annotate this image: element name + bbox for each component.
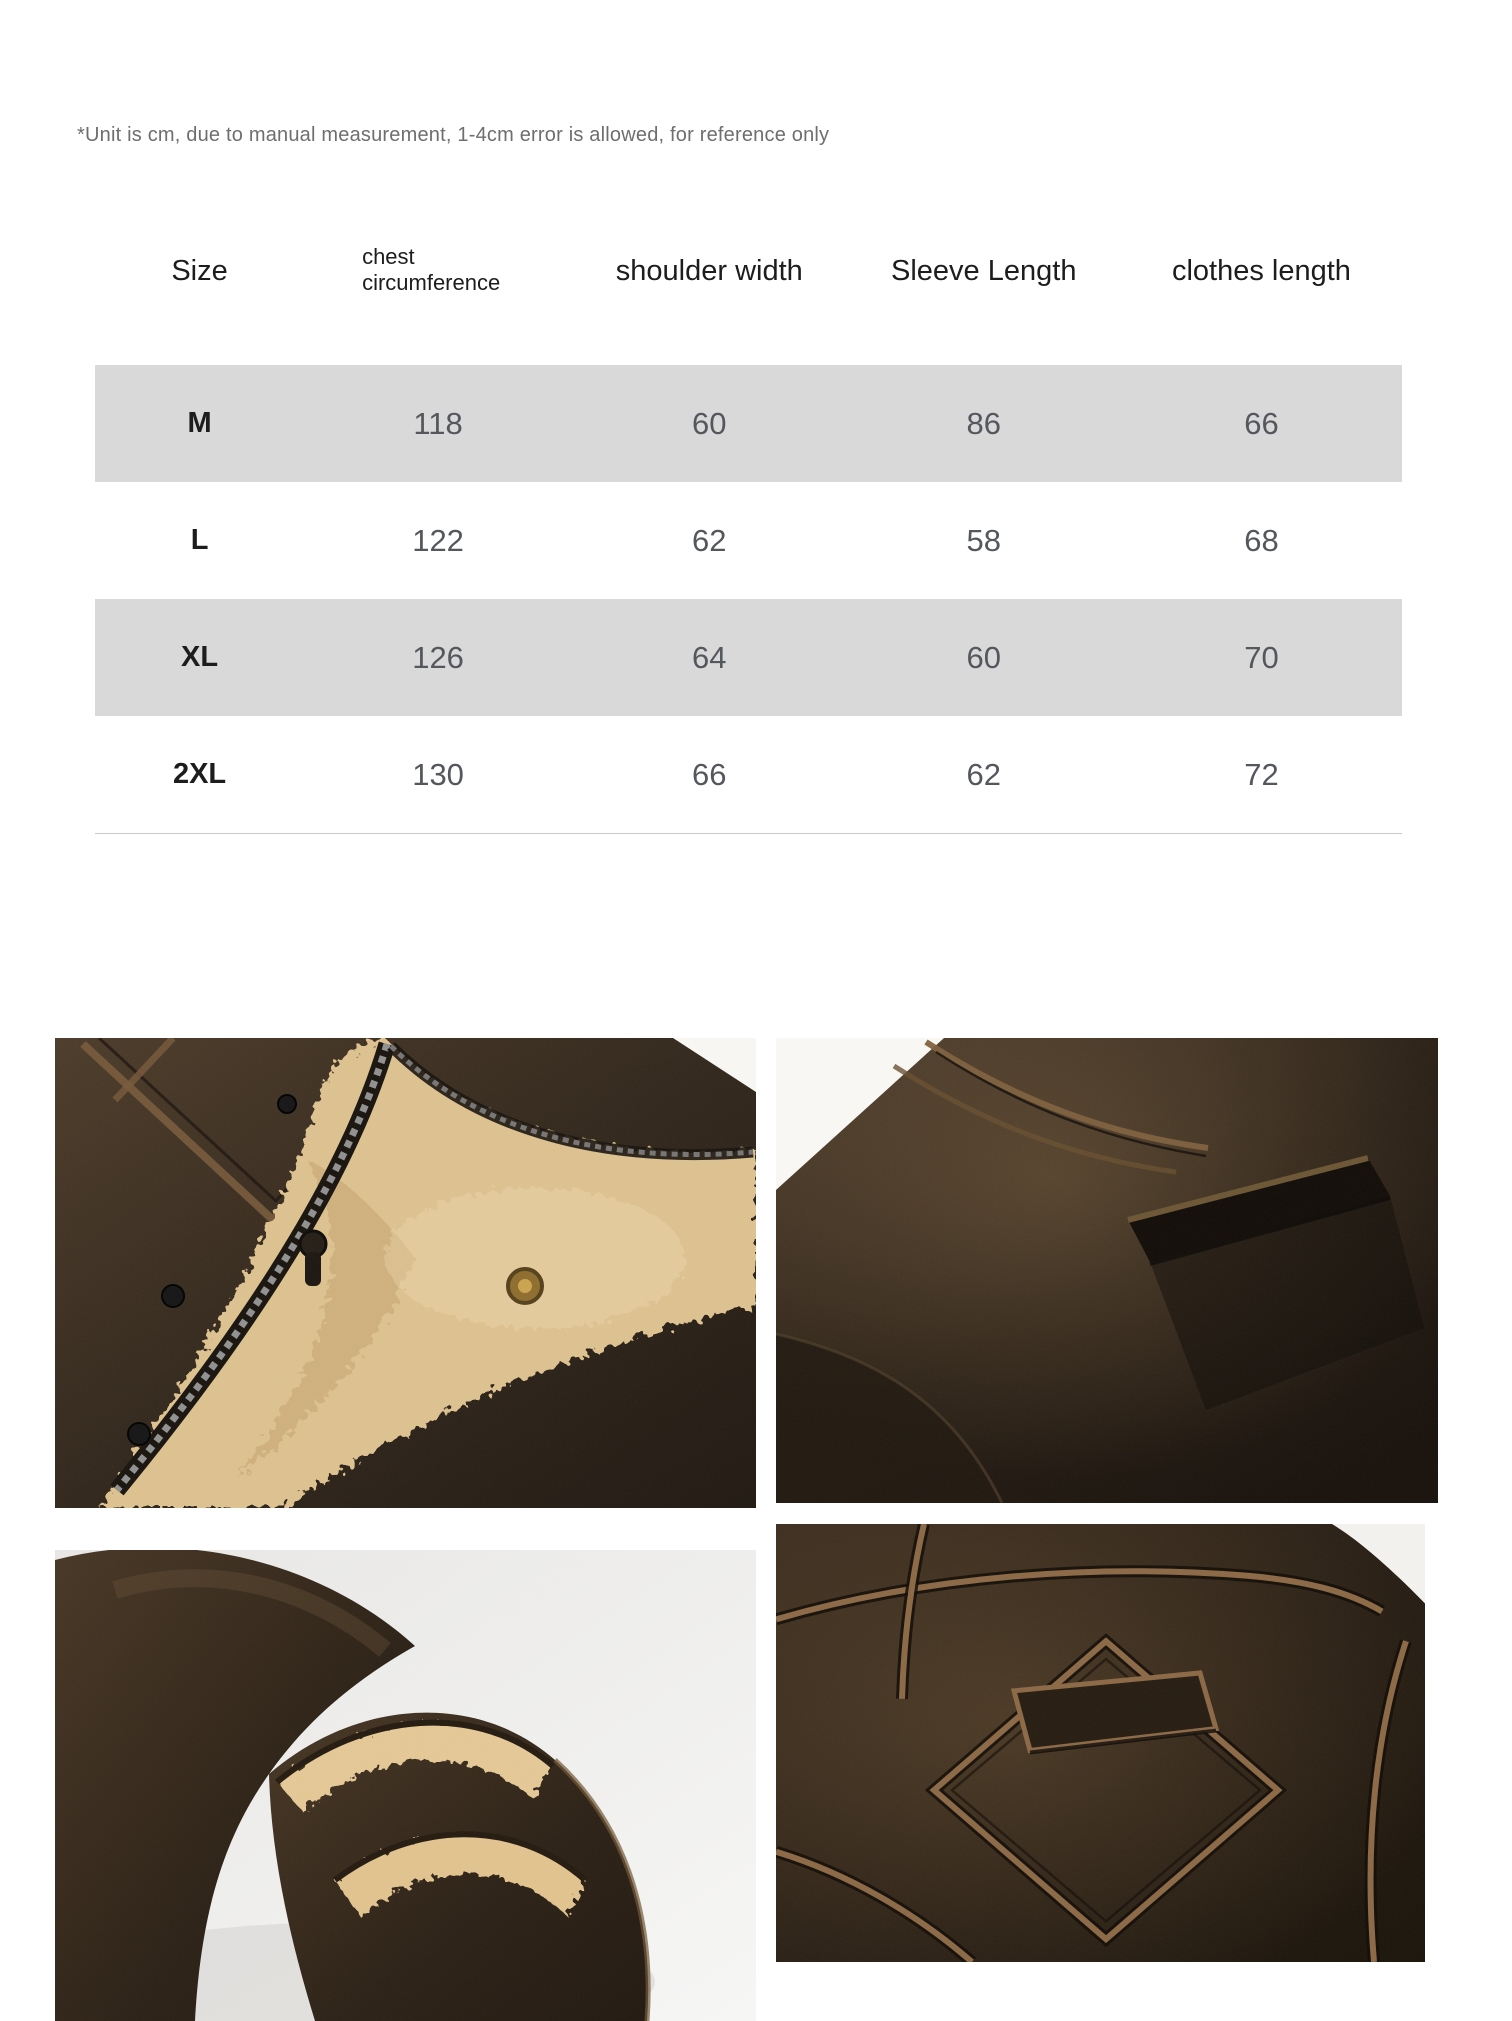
product-photo-shoulder-welt-pocket — [776, 1038, 1438, 1503]
measurement-disclaimer: *Unit is cm, due to manual measurement, 1-4cm error is allowed, for reference only — [77, 124, 830, 146]
shoulder-value: 62 — [692, 522, 727, 558]
chest-value: 118 — [413, 405, 463, 441]
diamond-pocket-illustration — [776, 1524, 1425, 1962]
length-value: 66 — [1244, 405, 1279, 441]
sleeve-value: 62 — [966, 756, 1001, 792]
size-row-l — [95, 482, 1402, 599]
size-row-m — [95, 365, 1402, 482]
length-value: 72 — [1244, 756, 1279, 792]
length-value: 70 — [1244, 639, 1279, 675]
column-header-chest — [304, 244, 572, 298]
size-chart-header-row — [95, 225, 1402, 317]
length-value: 68 — [1244, 522, 1279, 558]
column-header-length: clothes length — [1171, 254, 1351, 287]
shoulder-value: 66 — [692, 756, 727, 792]
size-value: XL — [181, 641, 219, 673]
product-photo-diamond-pocket — [776, 1524, 1425, 1962]
product-photo-front-zipper-shearling — [55, 1038, 756, 1508]
sleeve-value: 58 — [966, 522, 1001, 558]
size-chart-table — [95, 225, 1402, 834]
product-photo-sleeve-cuff — [55, 1550, 756, 2021]
size-value: L — [190, 524, 209, 556]
chest-value: 122 — [412, 522, 464, 558]
chest-value: 126 — [412, 639, 464, 675]
column-header-shoulder: shoulder width — [615, 254, 803, 287]
column-header-chest-label: chest circumference — [362, 244, 501, 295]
sleeve-cuff-illustration — [55, 1550, 756, 2021]
table-bottom-divider — [95, 833, 1402, 834]
welt-pocket-illustration — [776, 1038, 1438, 1503]
zipper-shearling-illustration — [55, 1038, 756, 1508]
size-row-xl — [95, 599, 1402, 716]
sleeve-value: 86 — [966, 405, 1001, 441]
shoulder-value: 64 — [692, 639, 727, 675]
column-header-sleeve: Sleeve Length — [891, 254, 1077, 287]
shoulder-value: 60 — [692, 405, 727, 441]
column-header-size: Size — [171, 254, 228, 287]
sleeve-value: 60 — [966, 639, 1001, 675]
size-row-2xl — [95, 716, 1402, 833]
chest-value: 130 — [412, 756, 464, 792]
size-value: 2XL — [172, 758, 227, 790]
size-value: M — [187, 407, 212, 439]
